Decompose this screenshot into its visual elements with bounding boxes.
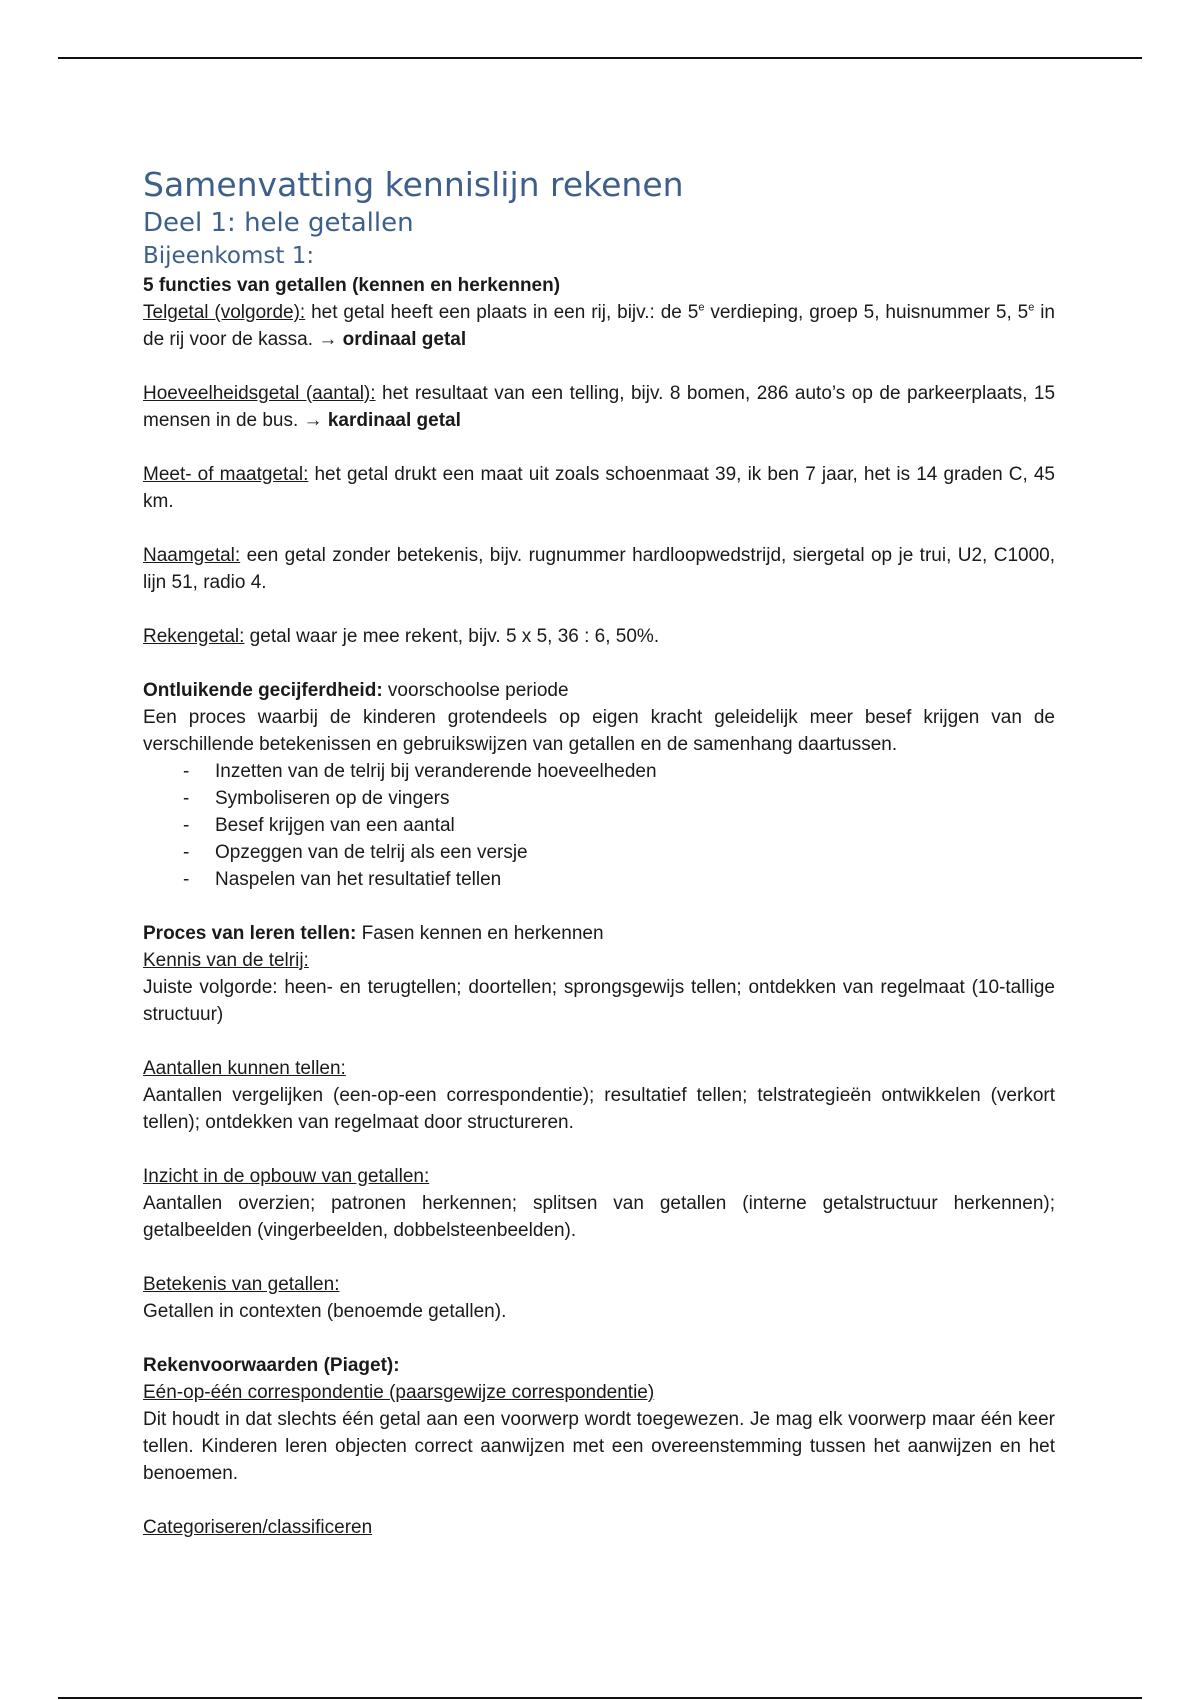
part-heading: Deel 1: hele getallen — [143, 208, 414, 238]
classificeren-heading: Categoriseren/classificeren — [143, 1517, 373, 1538]
ontluikend-heading — [143, 677, 1055, 704]
meetgetal-text: het getal drukt een maat uit zoals schoenmaat 39, ik ben 7 jaar, het is 14 graden C, 45 km. — [143, 464, 1055, 512]
functions-heading: 5 functies van getallen (kennen en herkennen) — [143, 275, 561, 296]
piaget-subheading: Eén-op-één correspondentie (paarsgewijze correspondentie) — [143, 1382, 655, 1403]
section-title: Betekenis van getallen: — [143, 1274, 340, 1295]
naamgetal-term: Naamgetal: — [143, 545, 241, 566]
section-text: Aantallen overzien; patronen herkennen; splitsen van getallen (interne getalstructuur herkennen); getalbeelden (vingerbeelden, dobbelsteenbeelden). — [143, 1193, 1055, 1241]
proces-term: Proces van leren tellen: — [143, 923, 357, 944]
document-title: Samenvatting kennislijn rekenen — [143, 165, 684, 204]
section-text: Aantallen vergelijken (een-op-een correspondentie); resultatief tellen; telstrategieën ontwikkelen (verkort tellen); ontdekken van regelmaat door structureren. — [143, 1085, 1055, 1133]
list-item: - Besef krijgen van een aantal — [183, 812, 1055, 839]
telgetal-text-c: in de rij voor de kassa. — [143, 302, 1056, 350]
piaget-heading: Rekenvoorwaarden (Piaget): — [143, 1355, 400, 1376]
section-title: Inzicht in de opbouw van getallen: — [143, 1166, 430, 1187]
telgetal-text-a: het getal heeft een plaats in een rij, bijv.: de 5 — [305, 302, 699, 323]
list-item: - Inzetten van de telrij bij veranderende hoeveelheden — [183, 758, 1055, 785]
meeting-heading: Bijeenkomst 1: — [143, 243, 315, 269]
hoeveelheid-paragraph — [143, 380, 1055, 434]
arrow-icon: → — [303, 410, 323, 431]
section-text: Getallen in contexten (benoemde getallen). — [143, 1301, 507, 1322]
ontluikend-description: Een proces waarbij de kinderen grotendeels op eigen kracht geleidelijk meer besef krijgen van de verschillende betekenissen en gebruikswijzen van getallen en de samenhang daartussen. — [143, 707, 1055, 755]
telgetal-result: ordinaal getal — [337, 329, 467, 350]
list-item: - Symboliseren op de vingers — [183, 785, 1055, 812]
ontluikend-list — [143, 758, 1055, 893]
hoeveelheid-text: het resultaat van een telling, bijv. 8 bomen, 286 auto’s op de parkeerplaats, 15 mensen in de bus. — [143, 383, 1056, 431]
rekengetal-term: Rekengetal: — [143, 626, 245, 647]
proces-label: Fasen kennen en herkennen — [356, 923, 604, 944]
document-body — [143, 164, 1055, 1541]
naamgetal-paragraph — [143, 542, 1055, 596]
superscript: e — [1028, 301, 1035, 314]
telgetal-paragraph — [143, 299, 1055, 353]
naamgetal-text: een getal zonder betekenis, bijv. rugnummer hardloopwedstrijd, siergetal op je trui, U2, C1000, lijn 51, radio 4. — [143, 545, 1055, 593]
meetgetal-paragraph — [143, 461, 1055, 515]
rekengetal-text: getal waar je mee rekent, bijv. 5 x 5, 36 : 6, 50%. — [244, 626, 660, 647]
list-item: - Naspelen van het resultatief tellen — [183, 866, 1055, 893]
ontluikend-label: voorschoolse periode — [382, 680, 569, 701]
section-title: Aantallen kunnen tellen: — [143, 1058, 346, 1079]
list-item: - Opzeggen van de telrij als een versje — [183, 839, 1055, 866]
hoeveelheid-result: kardinaal getal — [322, 410, 461, 431]
telgetal-text-b: verdieping, groep 5, huisnummer 5, 5 — [704, 302, 1029, 323]
superscript: e — [698, 301, 705, 314]
hoeveelheid-term: Hoeveelheidsgetal (aantal): — [143, 383, 376, 404]
piaget-text: Dit houdt in dat slechts één getal aan een voorwerp wordt toegewezen. Je mag elk voorwerp maar één keer tellen. Kinderen leren objecten correct aanwijzen met een overeenstemming tussen het aanwijzen en het benoemen. — [143, 1409, 1055, 1484]
telgetal-term: Telgetal (volgorde): — [143, 302, 306, 323]
footer-rule — [58, 1697, 1142, 1699]
section-text: Juiste volgorde: heen- en terugtellen; doortellen; sprongsgewijs tellen; ontdekken van regelmaat (10-tallige structuur) — [143, 977, 1055, 1025]
arrow-icon: → — [318, 329, 338, 350]
ontluikend-term: Ontluikende gecijferdheid: — [143, 680, 383, 701]
header-rule — [58, 57, 1142, 59]
rekengetal-paragraph — [143, 623, 1055, 650]
section-title: Kennis van de telrij: — [143, 950, 309, 971]
proces-heading — [143, 920, 1055, 947]
meetgetal-term: Meet- of maatgetal: — [143, 464, 309, 485]
